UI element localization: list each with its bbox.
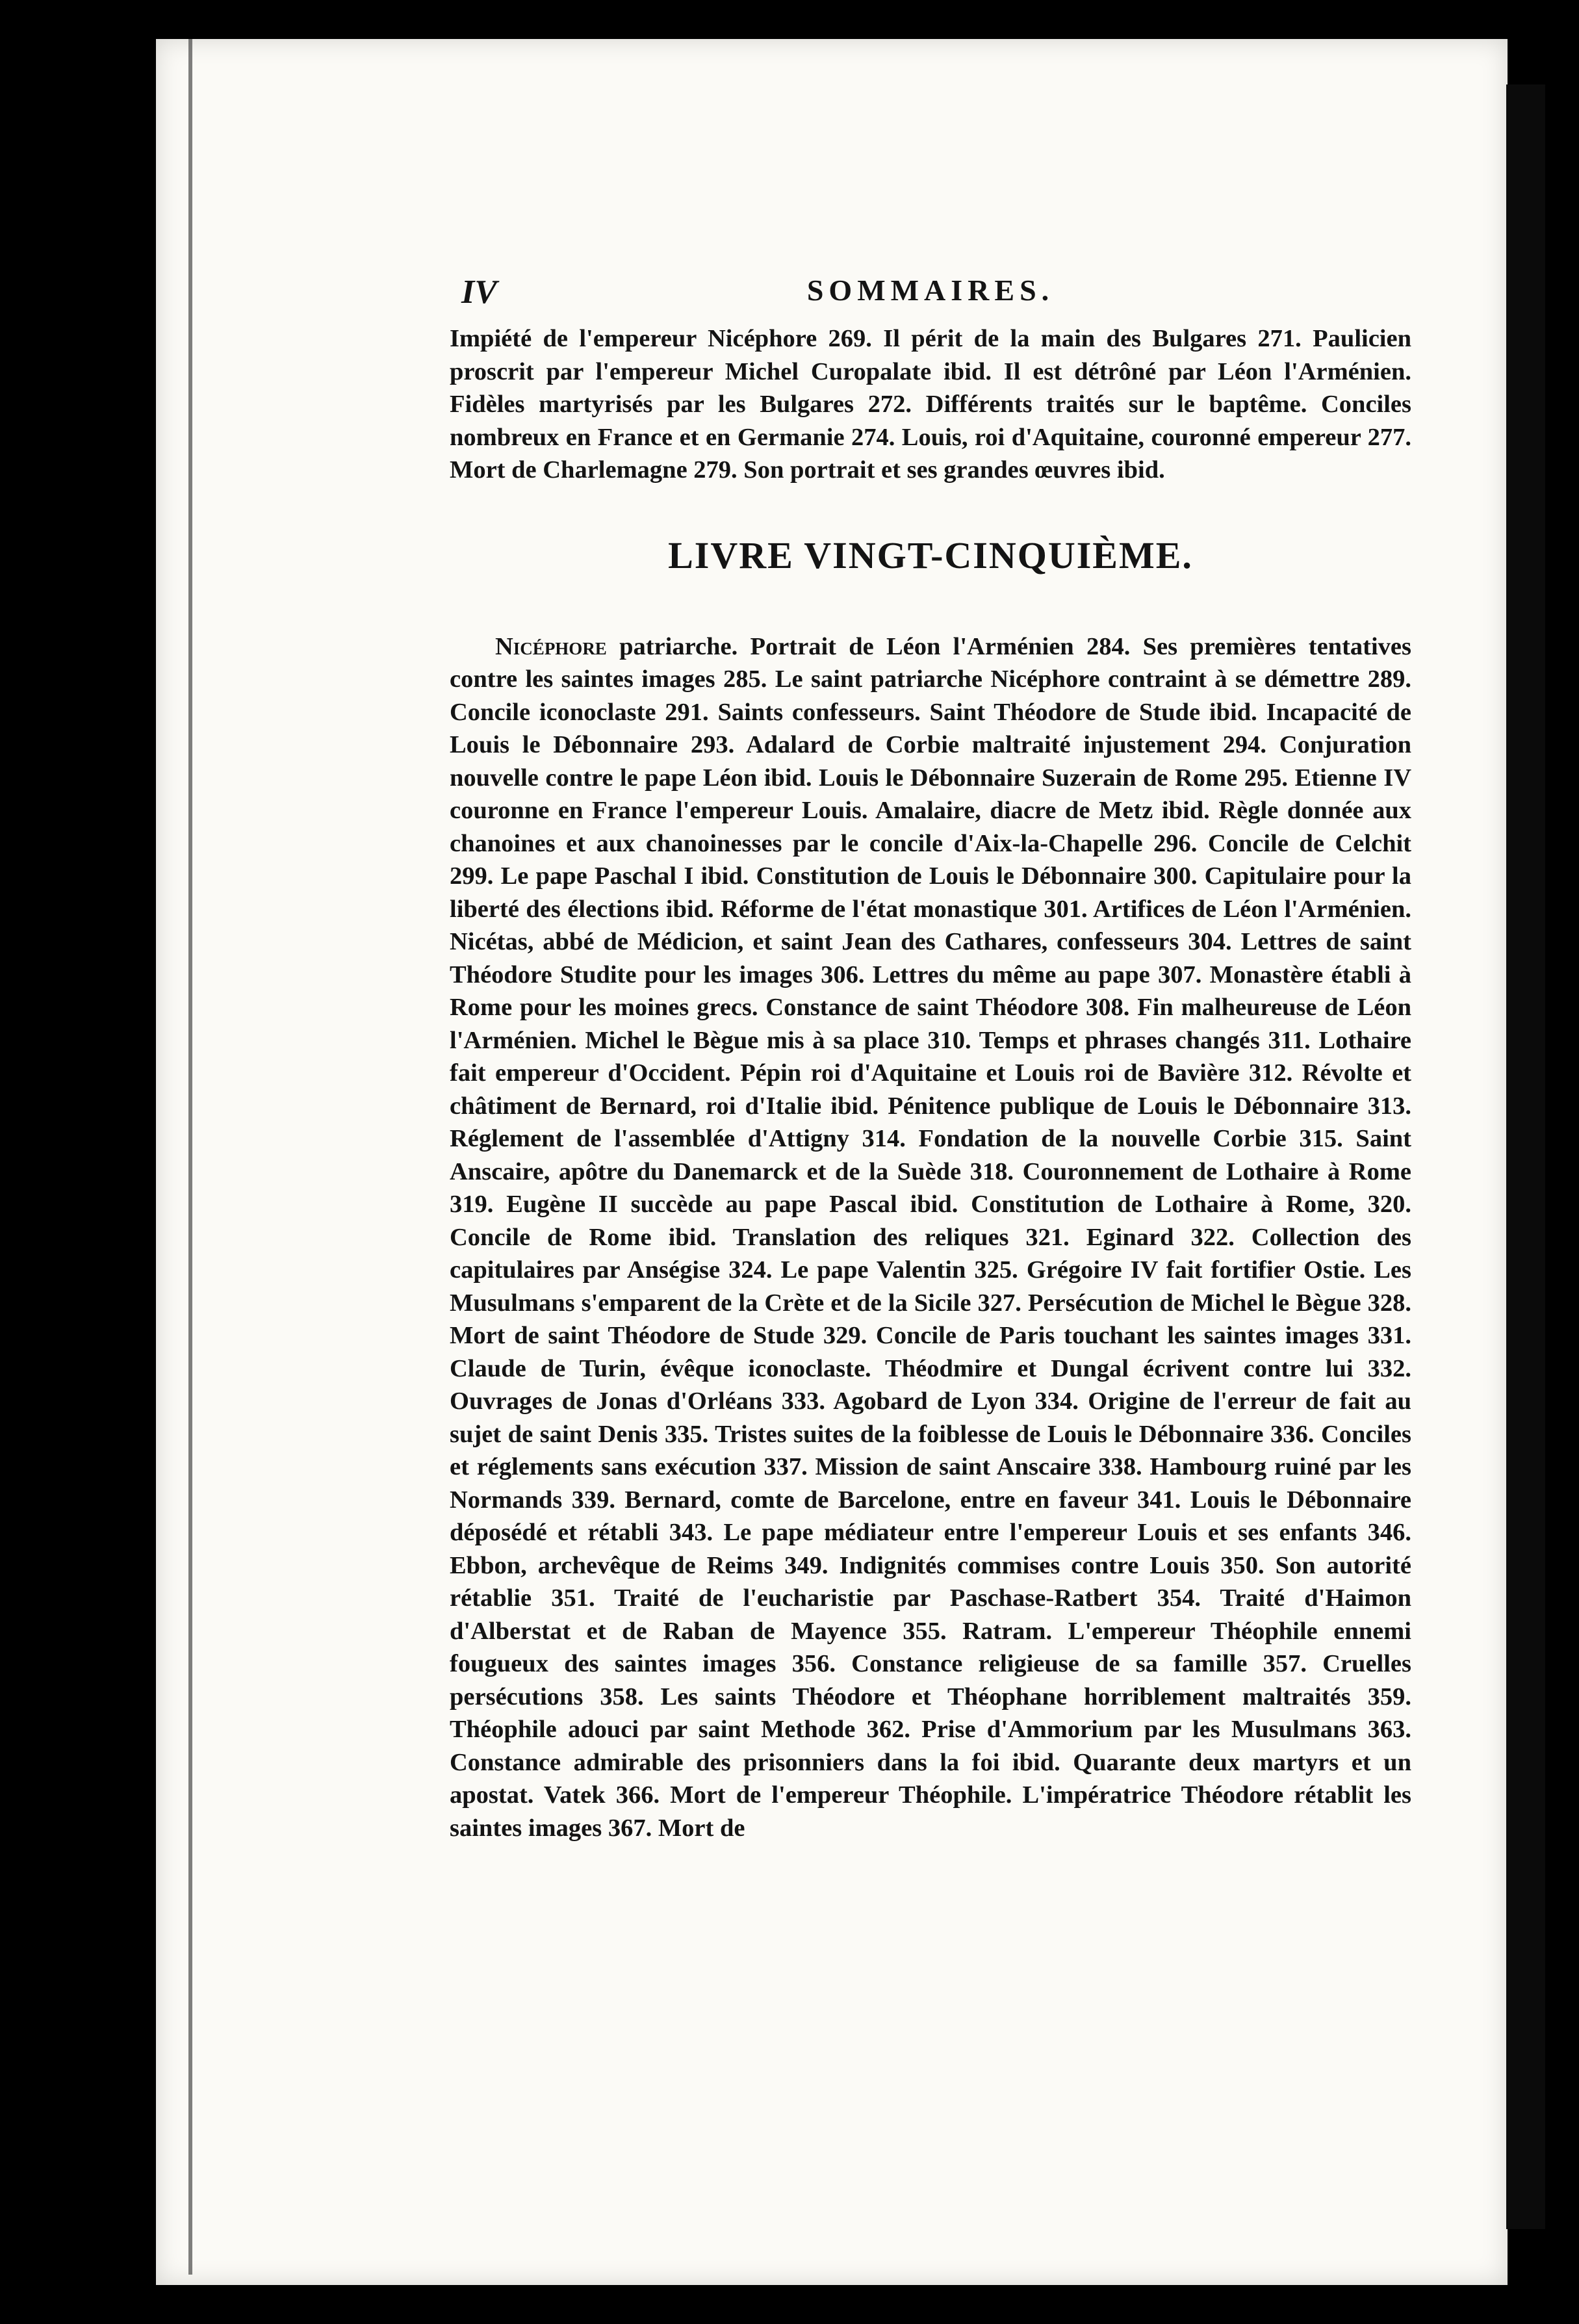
paragraph-text: patriarche. Portrait de Léon l'Arménien 284. Ses premières tentatives contre les saintes images 285. Le saint patriarche Nicéphore contraint à se démettre 289. Concile iconoclaste 291. Saints confesseurs. Saint Théodore de Stude ibid. Incapacité de Louis le Débonnaire 293. Adalard de Corbie maltraité injustement 294. Conjuration nouvelle contre le pape Léon ibid. Louis le Débonnaire Suzerain de Rome 295. Etienne IV couronne en France l'empereur Louis. Amalaire, diacre de Metz ibid. Règle donnée aux chanoines et aux chanoinesses par le concile d'Aix-la-Chapelle 296. Concile de Celchit 299. Le pape Paschal I ibid. Constitution de Louis le Débonnaire 300. Capitulaire pour la liberté des élections ibid. Réforme de l'état monastique 301. Artifices de Léon l'Arménien. Nicétas, abbé de Médicion, et saint Jean des Cathares, confesseurs 304. Lettres de saint Théodore Studite pour les images 306. Lettres du même au pape 307. Monastère établi à Rome pour les moines grecs. Constance de saint Théodore 308. Fin malheureuse de Léon l'Arménien. Michel le Bègue mis à sa place 310. Temps et phrases changés 311. Lothaire fait empereur d'Occident. Pépin roi d'Aquitaine et Louis roi de Bavière 312. Révolte et châtiment de Bernard, roi d'Italie ibid. Pénitence publique de Louis le Débonnaire 313. Réglement de l'assemblée d'Attigny 314. Fondation de la nouvelle Corbie 315. Saint Anscaire, apôtre du Danemarck et de la Suède 318. Couronnement de Lothaire à Rome 319. Eugène II succède au pape Pascal ibid. Constitution de Lothaire à Rome, 320. Concile de Rome ibid. Translation des reliques 321. Eginard 322. Collection des capitulaires par Anségise 324. Le pape Valentin 325. Grégoire IV fait fortifier Ostie. Les Musulmans s'emparent de la Crète et de la Sicile 327. Persécution de Michel le Bègue 328. Mort de saint Théodore de Stude 329. Concile de Paris touchant les saintes images 331. Claude de Turin, évêque iconoclaste. Théodmire et Dungal écrivent contre lui 332. Ouvrages de Jonas d'Orléans 333. Agobard de Lyon 334. Origine de l'erreur de fait au sujet de saint Denis 335. Tristes suites de la foiblesse de Louis le Débonnaire 336. Conciles et réglements sans exécution 337. Mission de saint Anscaire 338. Hambourg ruiné par les Normands 339. Bernard, comte de Barcelone, entre en faveur 341. Louis le Débonnaire déposédé et rétabli 343. Le pape médiateur entre l'empereur Louis et ses enfants 346. Ebbon, archevêque de Reims 349. Indignités commises contre Louis 350. Son autorité rétablie 351. Traité de l'eucharistie par Paschase-Ratbert 354. Traité d'Haimon d'Alberstat et de Raban de Mayence 355. Ratram. L'empereur Théophile ennemi fougueux des saintes images 356. Constance religieuse de sa famille 357. Cruelles persécutions 358. Les saints Théodore et Théophane horriblement maltraités 359. Théophile adouci par saint Methode 362. Prise d'Ammorium par les Musulmans 363. Constance admirable des prisonniers dans la foi ibid. Quarante deux martyrs et un apostat. Vatek 366. Mort de l'empereur Théophile. L'impératrice Théodore rétablit les saintes images 367. Mort de	[450, 632, 1411, 1842]
page-right-edge	[1506, 84, 1545, 2229]
running-title: SOMMAIRES.	[806, 274, 1055, 307]
paragraph-lead-word: Nicéphore	[495, 632, 607, 660]
summary-paragraph	[450, 630, 1411, 1845]
folio-number: IV	[461, 274, 497, 311]
running-head	[450, 273, 1411, 318]
page-content	[450, 273, 1411, 1844]
book-title: LIVRE VINGT-CINQUIÈME.	[668, 534, 1193, 576]
intro-paragraph: Impiété de l'empereur Nicéphore 269. Il périt de la main des Bulgares 271. Paulicien proscrit par l'empereur Michel Curopalate ibid. Il est détrôné par Léon l'Arménien. Fidèles martyrisés par les Bulgares 272. Différents traités sur le baptême. Conciles nombreux en France et en Germanie 274. Louis, roi d'Aquitaine, couronné empereur 277. Mort de Charlemagne 279. Son portrait et ses grandes œuvres ibid.	[450, 325, 1411, 484]
binding-shadow	[188, 39, 192, 2275]
